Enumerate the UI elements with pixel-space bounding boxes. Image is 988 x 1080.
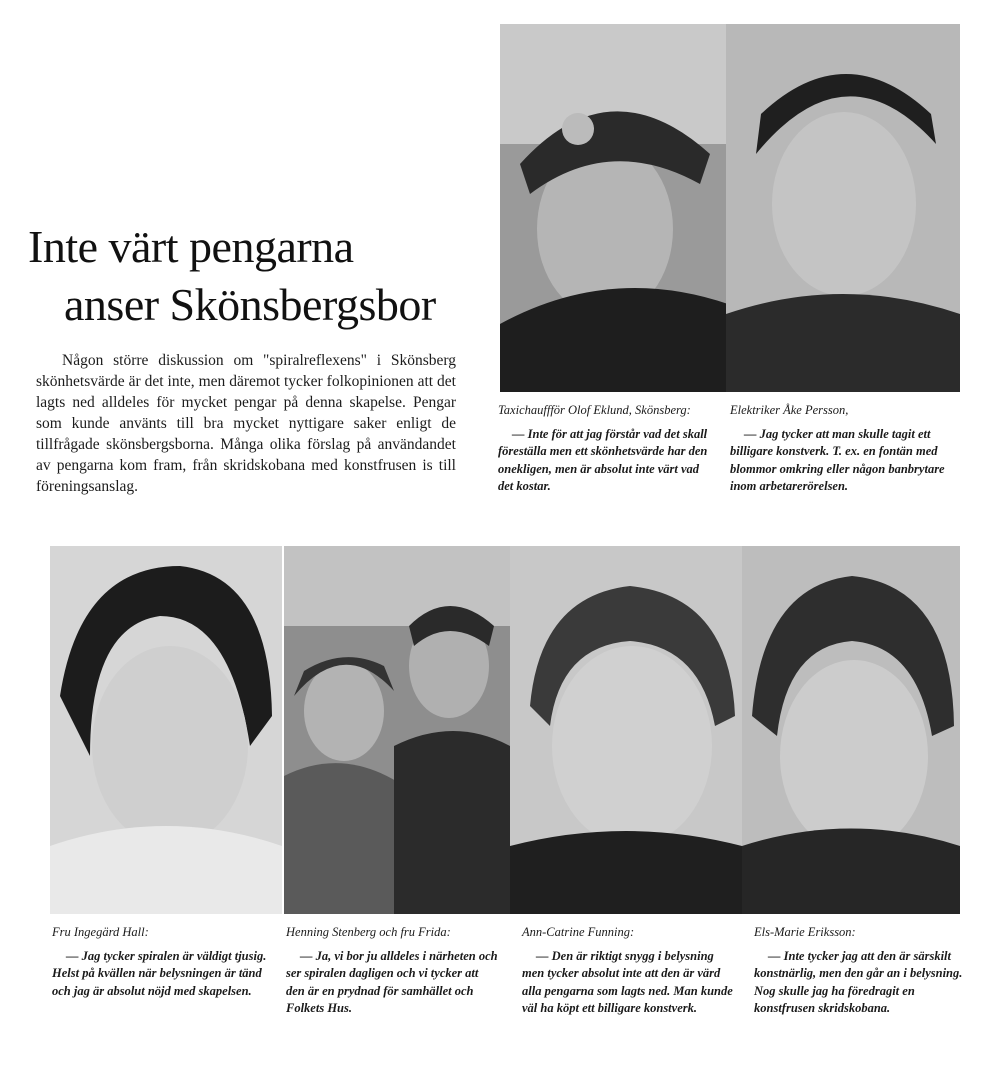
caption-els-marie-eriksson bbox=[754, 924, 966, 1018]
photo-ake-persson bbox=[726, 24, 960, 392]
interviewee-name: Henning Stenberg och fru Frida: bbox=[286, 925, 451, 939]
caption-olof-eklund bbox=[498, 402, 710, 496]
photo-els-marie-eriksson bbox=[742, 546, 960, 914]
caption-ingegard-hall bbox=[52, 924, 274, 1000]
interviewee-quote: — Inte tycker jag att den är särskilt konstnärlig, men den går an i belysning. Nog skulle jag ha föredragit en konstfrusen skridskobana. bbox=[754, 948, 963, 1015]
caption-henning-stenberg bbox=[286, 924, 498, 1018]
headline bbox=[18, 218, 488, 334]
interviewee-name: Els-Marie Eriksson: bbox=[754, 925, 856, 939]
photo-ingegard-hall bbox=[50, 546, 282, 914]
interviewee-name: Taxichauffför Olof Eklund, Skönsberg: bbox=[498, 403, 691, 417]
interviewee-name: Fru Ingegärd Hall: bbox=[52, 925, 149, 939]
interviewee-name: Elektriker Åke Persson, bbox=[730, 403, 849, 417]
lead-paragraph: Någon större diskussion om "spiralreflexens" i Skönsberg skönhetsvärde är det inte, men däremot tycker folkopinionen att det lagts ned alldeles för mycket pengar på denna skapelse. Pengar som kunde använts till bra mycket nyttigare saker enligt de tillfrågade skönsbergsborna. Många olika förslag på användandet av pengarna kom fram, från skridskobana med konstfrusen is till föreningsanslag. bbox=[36, 352, 456, 495]
interviewee-quote: — Jag tycker att man skulle tagit ett billigare konstverk. T. ex. en fontän med blommor omkring eller någon banbrytare inom arbetarerörelsen. bbox=[730, 426, 945, 493]
interviewee-quote: — Inte för att jag förstår vad det skall föreställa men ett skönhetsvärde har den onekligen, men är absolut inte värt vad det kostar. bbox=[498, 426, 708, 493]
caption-ake-persson bbox=[730, 402, 950, 496]
photo-ann-catrine-funning bbox=[510, 546, 742, 914]
interviewee-quote: — Den är riktigt snygg i belysning men tycker absolut inte att den är värd alla pengarna som lagts ned. Man kunde väl ha köpt ett billigare konstverk. bbox=[522, 948, 733, 1015]
interviewee-name: Ann-Catrine Funning: bbox=[522, 925, 635, 939]
interviewee-quote: — Jag tycker spiralen är väldigt tjusig. Helst på kvällen när belysningen är tänd och jag är absolut nöjd med skapelsen. bbox=[52, 948, 267, 998]
headline-line-2: anser Skönsbergsbor bbox=[64, 279, 436, 330]
caption-ann-catrine-funning bbox=[522, 924, 734, 1018]
photo-olof-eklund bbox=[500, 24, 728, 392]
interviewee-quote: — Ja, vi bor ju alldeles i närheten och ser spiralen dagligen och vi tycker att den är en prydnad för samhället och Folkets Hus. bbox=[286, 948, 498, 1015]
photo-henning-stenberg bbox=[284, 546, 510, 914]
headline-line-1: Inte värt pengarna bbox=[28, 221, 354, 272]
